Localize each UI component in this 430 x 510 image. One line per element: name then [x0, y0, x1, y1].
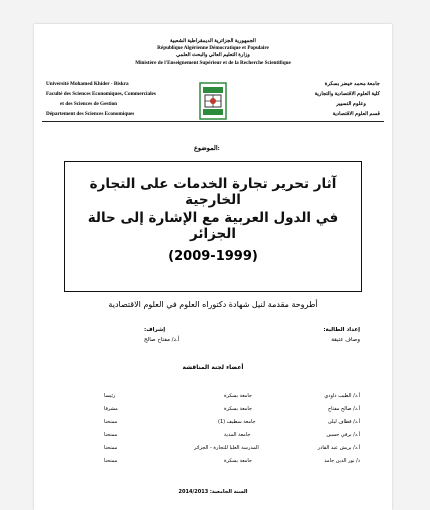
thesis-title-line-2: في الدول العربية مع الإشارة إلى حالة الجزائر [87, 210, 339, 242]
member-role: مشرفا [104, 406, 118, 412]
department-ar: قسم العلوم الاقتصادية [332, 111, 380, 117]
header-line-ar-1: الجمهورية الجزائرية الديمقراطية الشعبية [170, 38, 256, 44]
committee-row [34, 393, 392, 401]
thesis-years: (2009-1999) [168, 249, 258, 264]
member-name: أ.د/ صالح مفتاح [327, 406, 360, 412]
committee-row [34, 419, 392, 427]
faculty-ar-2: وعلوم التسيير [336, 101, 366, 107]
supervisor-label: إشراف: [144, 327, 166, 333]
member-name: أ.د/ قطاف ليلى [327, 419, 360, 425]
member-name: أ.د/ برقي حسين [326, 432, 360, 438]
faculty-fr-2: et des Sciences de Gestion [60, 101, 118, 107]
student-label: إعداد الطالبة: [323, 327, 360, 333]
member-university: جامعة بسكرة [224, 406, 252, 412]
member-university: جامعة سطيف (1) [218, 419, 256, 425]
member-university: جامعة المدية [224, 432, 251, 438]
title-box [64, 161, 362, 292]
header-divider [42, 121, 384, 122]
member-role: ممتحنا [104, 445, 118, 451]
faculty-fr: Faculté des Sciences Economiques, Commerciales [46, 91, 156, 97]
member-university: جامعة بسكرة [224, 458, 252, 464]
committee-row [34, 458, 392, 466]
member-role: ممتحنا [104, 419, 118, 425]
thesis-statement: أطروحة مقدمة لنيل شهادة دكتوراه العلوم في العلوم الاقتصادية [108, 300, 318, 309]
member-name: أ.د/ بريش عبد القادر [317, 445, 360, 451]
department-fr: Département des Sciences Economiques [46, 111, 135, 117]
committee-title: أعضاء لجنة المناقشة [182, 364, 244, 371]
student-name: وصاف عتيقة [331, 337, 360, 343]
member-name: أ.د/ الطيب داودي [324, 393, 360, 399]
academic-year: السنة الجامعية: 2014/2013 [178, 489, 248, 495]
subject-label: الموضوع: [194, 145, 220, 152]
thesis-title-line-1: آثار تحرير تجارة الخدمات على التجارة الخارجية [89, 176, 337, 208]
member-university: المدرسة العليا للتجارة - الجزائر [194, 445, 259, 451]
faculty-ar: كلية العلوم الاقتصادية والتجارية [314, 91, 380, 97]
member-role: ممتحنا [104, 458, 118, 464]
member-name: د/ نور الدين جامد [324, 458, 360, 464]
university-ar: جامعة محمد خيضر بسكرة [324, 81, 380, 87]
university-fr: Université Mohamed Khider - Biskra [46, 81, 129, 87]
member-role: ممتحنا [104, 432, 118, 438]
header-line-ar-2: وزارة التعليم العالي والبحث العلمي [176, 52, 250, 58]
committee-row [34, 432, 392, 440]
document-page [34, 24, 392, 510]
university-logo-icon [197, 81, 229, 121]
header-line-fr-1: République Algérienne Démocratique et Populaire [157, 45, 269, 51]
member-role: رئيسا [104, 393, 116, 399]
header-line-fr-2: Ministère de l'Enseignement Supérieur et de la Recherche Scientifique [135, 60, 291, 66]
member-university: جامعة بسكرة [224, 393, 252, 399]
committee-row [34, 406, 392, 414]
committee-row [34, 445, 392, 453]
supervisor-name: أ.د/ مفتاح صالح [144, 337, 180, 343]
